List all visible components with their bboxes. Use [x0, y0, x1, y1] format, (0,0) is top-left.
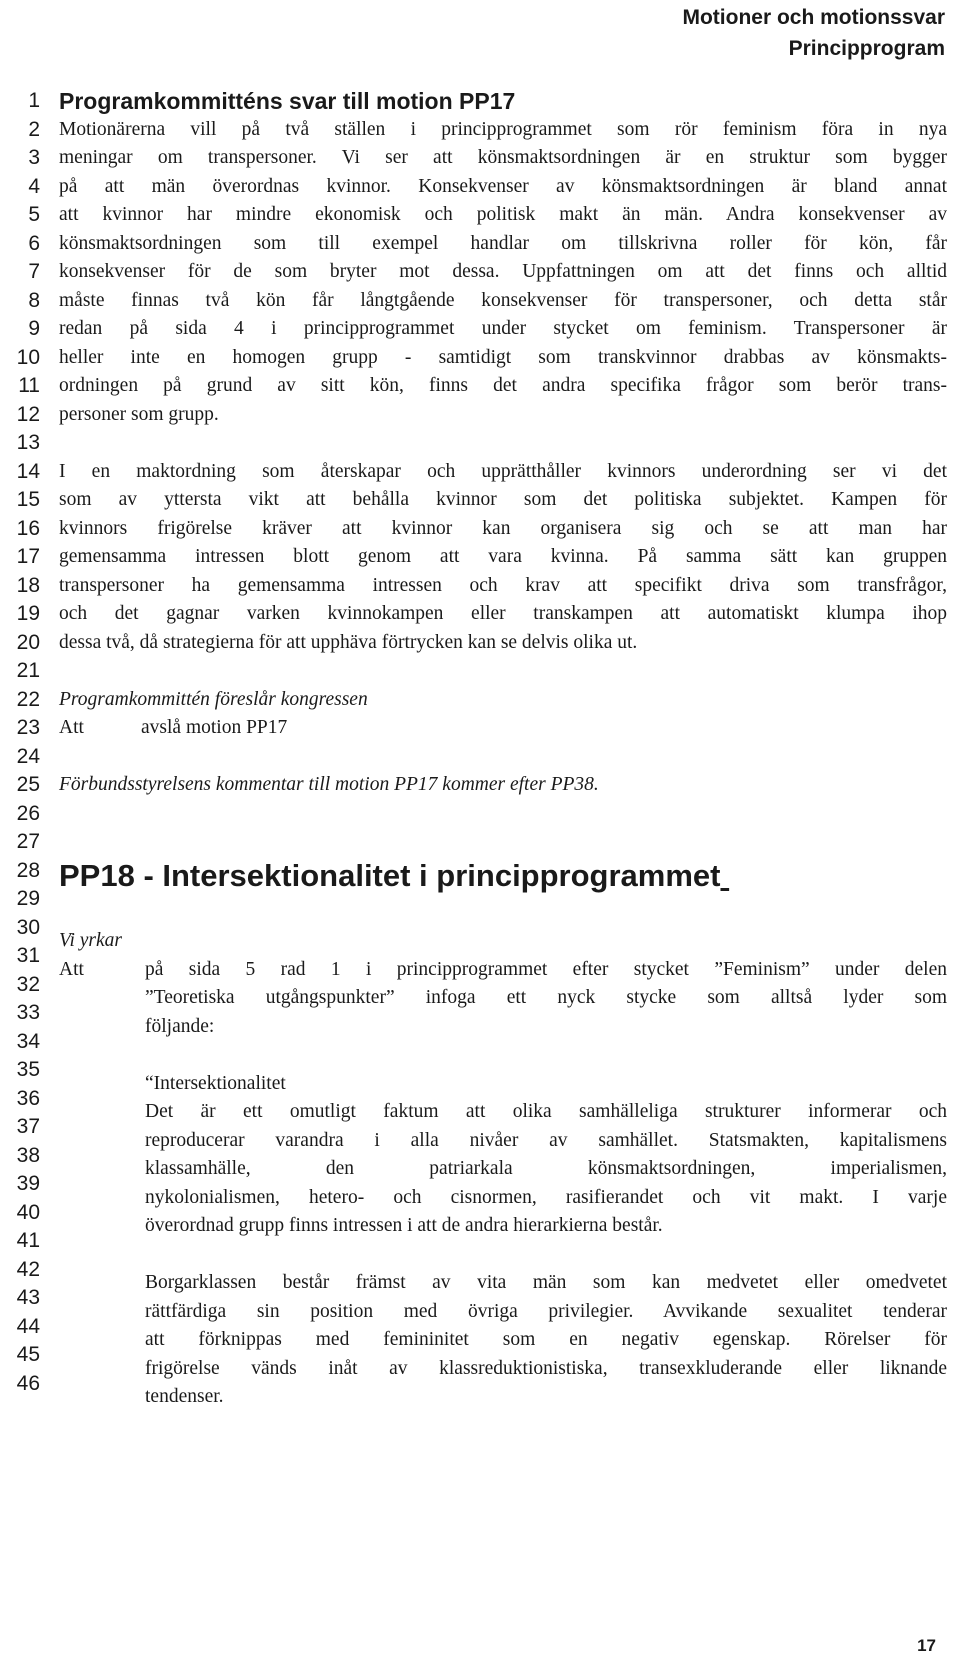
paragraph-line: meningar om transpersoner. Vi ser att könsmaktsordningen är en struktur som bygger: [59, 147, 947, 168]
paragraph-line: gemensamma intressen blott genom att vara kvinna. På samma sätt kan gruppen: [59, 546, 947, 567]
line-number: 23: [16, 716, 40, 739]
quote-line: att förknippas med femininitet som en negativ egenskap. Rörelser för: [145, 1329, 947, 1350]
quote-line: klassamhälle, den patriarkala könsmaktsordningen, imperialismen,: [145, 1158, 947, 1179]
document-header: [682, 2, 945, 64]
quote-line: reproducerar varandra i alla nivåer av samhället. Statsmakten, kapitalismens: [145, 1130, 947, 1151]
paragraph-line: på att män överordnas kvinnor. Konsekvenser av könsmaktsordningen är bland annat: [59, 176, 947, 197]
line-number: 2: [28, 117, 40, 141]
line-number: 43: [16, 1286, 40, 1309]
proposal-intro: Programkommittén föreslår kongressen: [59, 689, 368, 710]
paragraph-line: I en maktordning som återskapar och upprätthåller kvinnors underordning ser vi det: [59, 461, 947, 482]
paragraph-line: redan på sida 4 i principprogrammet under stycket om feminism. Transpersoner är: [59, 318, 947, 339]
paragraph-line: att kvinnor har mindre ekonomisk och politisk makt än män. Andra konsekvenser av: [59, 204, 947, 225]
line-number: 32: [16, 972, 40, 996]
paragraph-line: konsekvenser för de som bryter mot dessa. Uppfattningen om att det finns och alltid: [59, 261, 947, 282]
paragraph-line: som av yttersta vikt att behålla kvinnor som det politiska subjektet. Kampen för: [59, 489, 947, 510]
att-text: avslå motion PP17: [141, 717, 288, 738]
att-line: ”Teoretiska utgångspunkter” infoga ett nyck stycke som alltså lyder som: [145, 987, 947, 1008]
line-number: 27: [16, 830, 40, 853]
quote-line: tendenser.: [145, 1386, 224, 1407]
att-label: Att: [59, 717, 84, 738]
quote-line: rättfärdiga sin position med övriga privilegier. Avvikande sexualitet tenderar: [145, 1301, 947, 1322]
line-number: 13: [16, 431, 40, 454]
att-line: följande:: [145, 1016, 215, 1037]
line-number: 6: [28, 231, 40, 255]
paragraph-line: dessa två, då strategierna för att upphäva förtrycken kan se delvis olika ut.: [59, 632, 638, 653]
paragraph-line: ordningen på grund av sitt kön, finns det andra specifika frågor som berör trans-: [59, 375, 947, 396]
paragraph-line: personer som grupp.: [59, 404, 219, 425]
motion-heading: [59, 858, 947, 894]
line-number: 44: [16, 1314, 40, 1338]
paragraph-line: och det gagnar varken kvinnokampen eller transkampen att automatiskt klumpa ihop: [59, 603, 947, 624]
line-number: 28: [16, 858, 40, 882]
paragraph-line: könsmaktsordningen som till exempel handlar om tillskrivna roller för kön, får: [59, 233, 947, 254]
att-label: Att: [59, 959, 84, 980]
vi-yrkar: Vi yrkar: [59, 930, 122, 951]
line-number: 39: [16, 1172, 40, 1195]
line-number: 21: [16, 659, 40, 682]
quote-line: nykolonialismen, hetero- och cisnormen, rasifierandet och vit makt. I varje: [145, 1187, 947, 1208]
line-number: 30: [16, 915, 40, 939]
line-number: 34: [16, 1029, 40, 1053]
paragraph-line: transpersoner ha gemensamma intressen och krav att specifikt driva som transfrågor,: [59, 575, 947, 596]
line-number: 5: [28, 203, 40, 226]
line-number: 46: [16, 1371, 40, 1395]
board-comment: Förbundsstyrelsens kommentar till motion PP17 kommer efter PP38.: [59, 774, 599, 795]
line-number: 4: [28, 174, 40, 198]
line-number: 25: [16, 773, 40, 796]
line-number: 36: [16, 1086, 40, 1110]
line-number: 3: [28, 146, 40, 169]
line-number: 20: [16, 630, 40, 654]
line-number: 41: [16, 1229, 40, 1252]
quote-line: Borgarklassen består främst av vita män som kan medvetet eller omedvetet: [145, 1272, 947, 1293]
line-number: 19: [16, 602, 40, 625]
line-number: 35: [16, 1058, 40, 1081]
line-number: 33: [16, 1001, 40, 1024]
quote-line: Det är ett omutligt faktum att olika samhälleliga strukturer informerar och: [145, 1101, 947, 1122]
section-heading: Programkommitténs svar till motion PP17: [59, 88, 516, 114]
line-number: 14: [16, 459, 40, 483]
line-number: 40: [16, 1200, 40, 1224]
paragraph-line: kvinnors frigörelse kräver att kvinnor kan organisera sig och se att man har: [59, 518, 947, 539]
quote-title: “Intersektionalitet: [145, 1073, 286, 1094]
line-number: 7: [28, 260, 40, 283]
line-number: 15: [16, 488, 40, 511]
paragraph-line: heller inte en homogen grupp - samtidigt som transkvinnor drabbas av könsmakts-: [59, 347, 947, 368]
line-number: 24: [16, 744, 40, 768]
line-number: 22: [16, 687, 40, 711]
paragraph-line: Motionärerna vill på två ställen i principprogrammet som rör feminism föra in nya: [59, 119, 947, 140]
line-number: 17: [16, 545, 40, 568]
quote-line: överordnad grupp finns intressen i att de andra hierarkierna består.: [145, 1215, 663, 1236]
line-number: 16: [16, 516, 40, 540]
line-number: 10: [16, 345, 40, 369]
line-number: 18: [16, 573, 40, 597]
quote-line: frigörelse vänds inåt av klassreduktionistiska, transexkluderande eller liknande: [145, 1358, 947, 1379]
line-number: 9: [28, 317, 40, 340]
line-number: 29: [16, 887, 40, 910]
line-number: 42: [16, 1257, 40, 1281]
line-number: 1: [28, 89, 40, 112]
line-number: 37: [16, 1115, 40, 1138]
line-number: 12: [16, 402, 40, 426]
page-number: 17: [917, 1636, 936, 1655]
line-number: 11: [18, 374, 40, 397]
line-number: 31: [16, 944, 40, 967]
line-number: 45: [16, 1343, 40, 1366]
line-number: 8: [28, 288, 40, 312]
motion-heading-text: PP18 - Intersektionalitet i principprogrammet: [59, 858, 721, 893]
header-title: Motioner och motionssvar: [682, 6, 945, 29]
header-subtitle: Principprogram: [788, 37, 945, 60]
line-number: 26: [16, 801, 40, 825]
line-number: 38: [16, 1143, 40, 1167]
att-line: på sida 5 rad 1 i principprogrammet efter stycket ”Feminism” under delen: [145, 959, 947, 980]
paragraph-line: måste finnas två kön får långtgående konsekvenser för transpersoner, och detta står: [59, 290, 947, 311]
